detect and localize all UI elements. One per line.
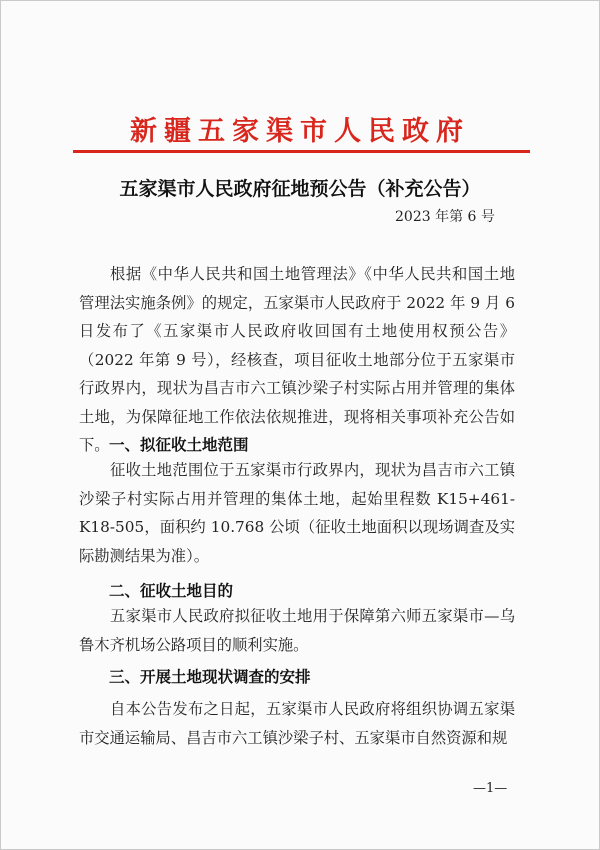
page-number: —1— [473, 781, 508, 796]
document-number: 2023 年第 6 号 [395, 209, 495, 225]
document-title: 五家渠市人民政府征地预公告（补充公告） [119, 178, 481, 200]
intro-paragraph: 根据《中华人民共和国土地管理法》《中华人民共和国土地管理法实施条例》的规定，五家渠市人民政府于 2022 年 9 月 6 日发布了《五家渠市人民政府收回国有土地使用权预公告》（2022 年第 9 号），经核查，项目征收土地部分位于五家渠市行政界内，现状为昌吉市六工镇沙梁子村实际占用并管理的集体土地，为保障征地工作依法依规推进，现将相关事项补充公告如下。 [79, 265, 515, 454]
section-2-paragraph: 五家渠市人民政府拟征收土地用于保障第六师五家渠市—乌鲁木齐机场公路项目的顺利实施。 [79, 607, 515, 654]
masthead: 新疆五家渠市人民政府 [130, 116, 470, 147]
section-heading-2: 二、征收土地目的 [109, 582, 234, 600]
section-3-paragraph: 自本公告发布之日起，五家渠市人民政府将组织协调五家渠市交通运输局、昌吉市六工镇沙梁子村、五家渠市自然资源和规 [79, 700, 515, 747]
section-heading-3: 三、开展土地现状调查的安排 [109, 668, 311, 686]
section-heading-1: 一、拟征收土地范围 [109, 436, 249, 454]
section-1-paragraph: 征收土地范围位于五家渠市行政界内，现状为昌吉市六工镇沙梁子村实际占用并管理的集体土地，起始里程数 K15+461-K18-505，面积约 10.768 公顷（征收土地面积以现场调查及实际勘测结果为准）。 [79, 461, 515, 565]
red-divider-line [73, 150, 530, 153]
